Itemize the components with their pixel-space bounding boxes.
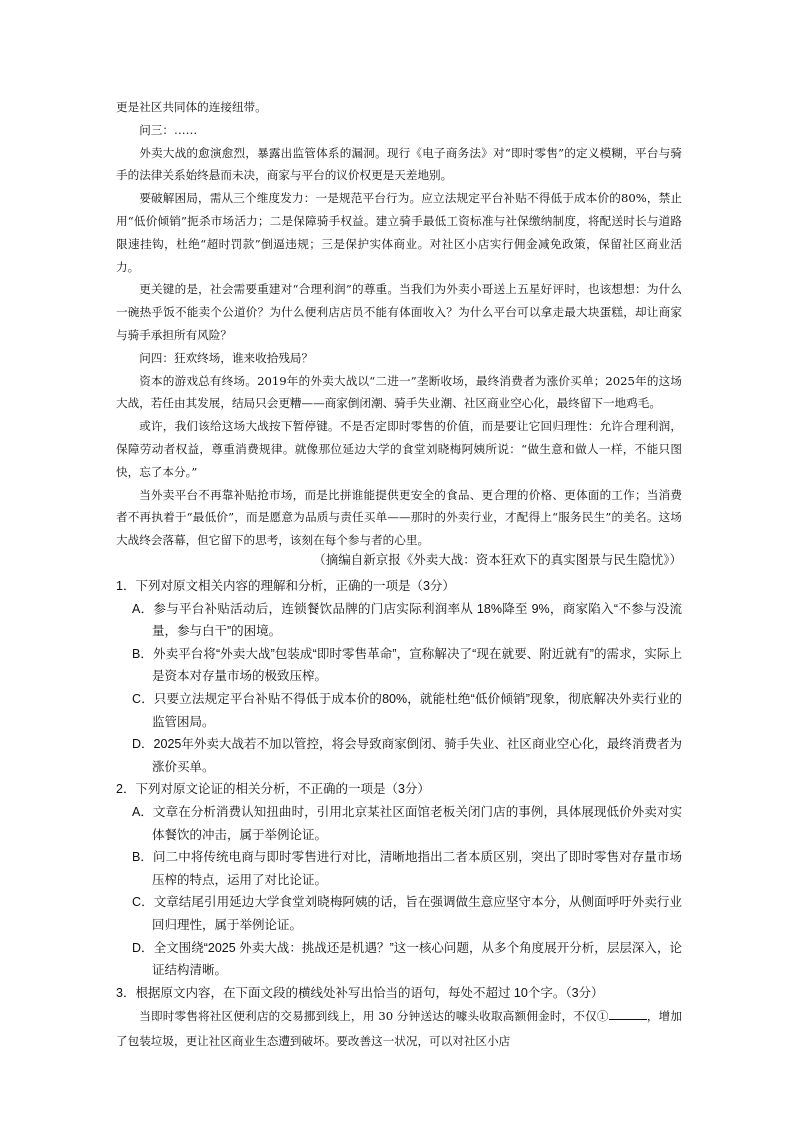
question-1-option-b: B．外卖平台将“外卖大战”包装成“即时零售革命”，宣称解决了“现在就要、附近就有”的需求，实际上是资本对存量市场的极致压榨。 xyxy=(132,646,682,684)
question-1-option-a: A．参与平台补贴活动后，连锁餐饮品牌的门店实际利润率从 18%降至 9%，商家陷入“不参与没流量，参与白干”的困境。 xyxy=(132,601,682,639)
answer-blank-1[interactable] xyxy=(609,1005,647,1020)
question-3-text-after: ，增加了包装垃圾，更让社区商业生态遭到破坏。要改善这一状况，可以对社区小店 xyxy=(116,1009,682,1049)
question-3-text-before: 当即时零售将社区便利店的交易挪到线上，用 30 分钟送达的噱头收取高额佣金时，不仅 xyxy=(139,1009,597,1024)
question-2-option-b: B．问二中将传统电商与即时零售进行对比，清晰地指出二者本质区别，突出了即时零售对存量市场压榨的特点，运用了对比论证。 xyxy=(132,850,682,887)
passage-paragraph: 更关键的是，社会需要重建对“合理利润”的尊重。当我们为外卖小哥送上五星好评时，也该想想：为什么一碗热乎饭不能卖个公道价？为什么便利店店员不能有体面收入？为什么平台可以拿走最大块蛋糕，却让商家与骑手承担所有风险？ xyxy=(116,282,682,342)
passage-paragraph: 资本的游戏总有终场。2019年的外卖大战以“二进一”垄断收场，最终消费者为涨价买单；2025年的这场大战，若任由其发展，结局只会更糟——商家倒闭潮、骑手失业潮、社区商业空心化，最终留下一地鸡毛。 xyxy=(116,373,682,411)
passage-paragraph: 更是社区共同体的连接纽带。 xyxy=(116,100,267,114)
blank-number: ① xyxy=(596,1009,609,1024)
question-2-option-d: D．全文围绕“2025 外卖大战：挑战还是机遇？”这一核心问题，从多个角度展开分析，层层深入，论证结构清晰。 xyxy=(132,940,682,978)
passage-paragraph: 要破解困局，需从三个维度发力：一是规范平台行为。应立法规定平台补贴不得低于成本价的80%，禁止用“低价倾销”扼杀市场活力；二是保障骑手权益。建立骑手最低工资标准与社保缴纳制度，将配送时长与道路限速挂钩，杜绝“超时罚款”倒逼违规；三是保护实体商业。对社区小店实行佣金减免政策，保留社区商业活力。 xyxy=(116,191,682,274)
question-2-stem: 2．下列对原文论证的相关分析，不正确的一项是（3分） xyxy=(116,782,430,797)
question-3-passage xyxy=(116,1004,682,1054)
question-3-stem: 3．根据原文内容，在下面文段的横线处补写出恰当的语句，每处不超过 10个字。（3分） xyxy=(116,985,604,1000)
section-heading: 问四：狂欢终场，谁来收拾残局？ xyxy=(139,350,314,365)
section-heading: 问三：…… xyxy=(139,122,198,137)
question-1-option-c: C．只要立法规定平台补贴不得低于成本价的80%，就能杜绝“低价倾销”现象，彻底解决外卖行业的监管困局。 xyxy=(132,691,682,729)
question-2-option-c: C．文章结尾引用延边大学食堂刘晓梅阿姨的话，旨在强调做生意应坚守本分，从侧面呼吁外卖行业回归理性，属于举例论证。 xyxy=(132,895,682,932)
passage-paragraph: 外卖大战的愈演愈烈，暴露出监管体系的漏洞。现行《电子商务法》对“即时零售”的定义模糊，平台与骑手的法律关系始终悬而未决，商家与平台的议价权更是天差地别。 xyxy=(116,145,682,183)
source-citation: （摘编自新京报《外卖大战：资本狂欢下的真实图景与民生隐忧》） xyxy=(313,553,682,567)
passage-paragraph: 当外卖平台不再靠补贴抢市场，而是比拼谁能提供更安全的食品、更合理的价格、更体面的工作；当消费者不再执着于“最低价”，而是愿意为品质与责任买单——那时的外卖行业，才配得上“服务民生”的美名。这场大战终会落幕，但它留下的思考，该刻在每个参与者的心里。 xyxy=(116,487,682,548)
passage-paragraph: 或许，我们该给这场大战按下暂停键。不是否定即时零售的价值，而是要让它回归理性：允许合理利润，保障劳动者权益，尊重消费规律。就像那位延边大学的食堂刘晓梅阿姨所说：“做生意和做人一样，不能只图快，忘了本分。” xyxy=(116,419,682,479)
question-2-option-a: A．文章在分析消费认知扭曲时，引用北京某社区面馆老板关闭门店的事例，具体展现低价外卖对实体餐饮的冲击，属于举例论证。 xyxy=(132,804,682,842)
reading-passage xyxy=(116,96,682,552)
question-1-option-d: D．2025年外卖大战若不加以管控，将会导致商家倒闭、骑手失业、社区商业空心化，最终消费者为涨价买单。 xyxy=(132,737,682,774)
question-1-stem: 1．下列对原文相关内容的理解和分析，正确的一项是（3分） xyxy=(116,579,455,593)
questions-section xyxy=(116,575,682,1054)
